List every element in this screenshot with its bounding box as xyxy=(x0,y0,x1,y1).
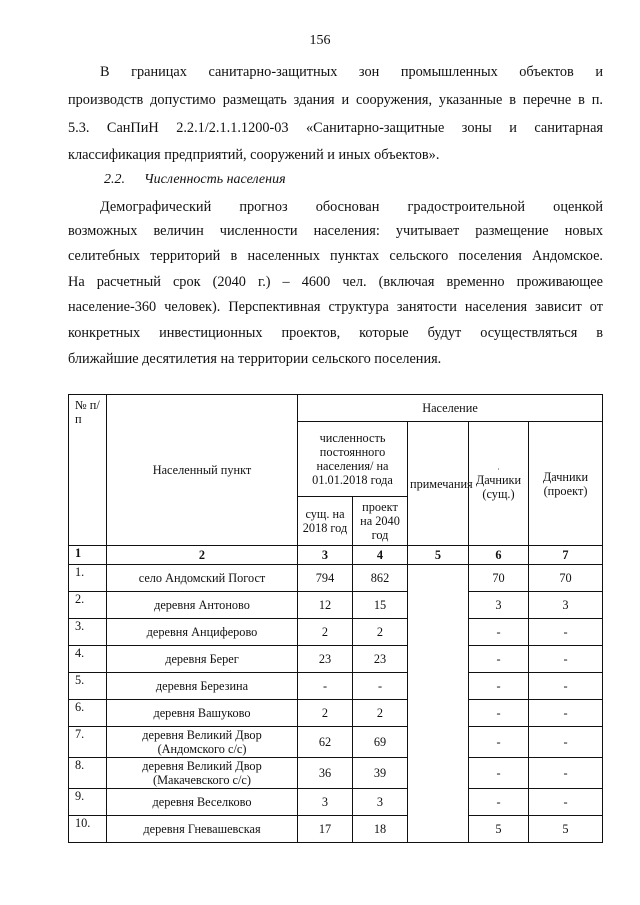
project-population: 18 xyxy=(353,816,408,843)
row-number: 4. xyxy=(69,646,107,673)
column-number: 4 xyxy=(353,546,408,565)
header-summer-existing: · Дачники (сущ.) xyxy=(469,422,529,546)
text-line: классификация предприятий, сооружений и иных объектов». xyxy=(68,147,440,163)
column-number: 3 xyxy=(298,546,353,565)
existing-population: 17 xyxy=(298,816,353,843)
column-number: 7 xyxy=(529,546,603,565)
table-row xyxy=(69,789,603,816)
table-row xyxy=(69,673,603,700)
text-line: население-360 человек). Перспективная структура занятости населения зависит от xyxy=(68,299,603,315)
settlement-name: деревня Великий Двор (Андомского с/с) xyxy=(107,727,298,758)
table-row xyxy=(69,592,603,619)
existing-population: 2 xyxy=(298,619,353,646)
section-heading xyxy=(104,171,639,189)
text-line: возможных величин численности населения: учитывает размещение новых xyxy=(68,223,603,239)
table-row xyxy=(69,619,603,646)
existing-population: 2 xyxy=(298,700,353,727)
table-row xyxy=(69,565,603,592)
existing-population: 36 xyxy=(298,758,353,789)
project-population: 2 xyxy=(353,619,408,646)
row-number: 9. xyxy=(69,789,107,816)
column-number: 6 xyxy=(469,546,529,565)
summer-existing: 70 xyxy=(469,565,529,592)
row-number: 1. xyxy=(69,565,107,592)
table-row xyxy=(69,727,603,758)
header-summer-project: Дачники (проект) xyxy=(529,422,603,546)
existing-population: 3 xyxy=(298,789,353,816)
row-number: 7. xyxy=(69,727,107,758)
column-number: 2 xyxy=(107,546,298,565)
text-line: производств допустимо размещать здания и сооружения, указанные в перечне в п. xyxy=(68,92,603,108)
existing-population: 12 xyxy=(298,592,353,619)
existing-population: - xyxy=(298,673,353,700)
project-population: 39 xyxy=(353,758,408,789)
summer-project: 70 xyxy=(529,565,603,592)
row-number: 10. xyxy=(69,816,107,843)
summer-project: - xyxy=(529,758,603,789)
summer-existing: - xyxy=(469,619,529,646)
note-cell xyxy=(408,565,469,843)
settlement-name: деревня Гневашевская xyxy=(107,816,298,843)
summer-existing: 3 xyxy=(469,592,529,619)
project-population: 69 xyxy=(353,727,408,758)
section-title: Численность населения xyxy=(144,172,286,187)
header-number: № п/п xyxy=(69,395,107,546)
text-line: Демографический прогноз обоснован градостроительной оценкой xyxy=(100,199,603,215)
settlement-name: село Андомский Погост xyxy=(107,565,298,592)
project-population: 23 xyxy=(353,646,408,673)
text-line: В границах санитарно-защитных зон промышленных объектов и xyxy=(100,64,603,80)
settlement-name: деревня Антоново xyxy=(107,592,298,619)
header-note: примечания xyxy=(408,422,469,546)
settlement-name: деревня Берег xyxy=(107,646,298,673)
summer-existing: - xyxy=(469,758,529,789)
header-project-2040: проект на 2040 год xyxy=(353,497,408,546)
settlement-name: деревня Анциферово xyxy=(107,619,298,646)
row-number: 6. xyxy=(69,700,107,727)
row-number: 3. xyxy=(69,619,107,646)
table-row xyxy=(69,700,603,727)
table-row xyxy=(69,816,603,843)
project-population: 3 xyxy=(353,789,408,816)
column-number: 1 xyxy=(69,546,107,565)
summer-project: - xyxy=(529,673,603,700)
summer-project: - xyxy=(529,646,603,673)
existing-population: 62 xyxy=(298,727,353,758)
settlement-name: деревня Великий Двор (Макачевского с/с) xyxy=(107,758,298,789)
row-number: 2. xyxy=(69,592,107,619)
summer-project: 5 xyxy=(529,816,603,843)
summer-existing: - xyxy=(469,789,529,816)
population-table xyxy=(68,394,603,843)
text-line: 5.3. СанПиН 2.2.1/2.1.1.1200-03 «Санитарно-защитные зоны и санитарная xyxy=(68,120,603,136)
existing-population: 23 xyxy=(298,646,353,673)
summer-project: - xyxy=(529,789,603,816)
project-population: - xyxy=(353,673,408,700)
summer-existing: - xyxy=(469,727,529,758)
summer-existing: - xyxy=(469,673,529,700)
settlement-name: деревня Березина xyxy=(107,673,298,700)
summer-project: 3 xyxy=(529,592,603,619)
row-number: 8. xyxy=(69,758,107,789)
summer-project: - xyxy=(529,619,603,646)
header-permanent-population: численность постоянного населения/ на 01.01.2018 года xyxy=(298,422,408,497)
page-number: 156 xyxy=(309,33,331,48)
text-line: На расчетный срок (2040 г.) – 4600 чел. (включая временно проживающее xyxy=(68,274,603,290)
text-line: ближайшие десятилетия на территории сельского поселения. xyxy=(68,351,442,367)
summer-existing: 5 xyxy=(469,816,529,843)
summer-existing: - xyxy=(469,646,529,673)
header-existing-2018: сущ. на 2018 год xyxy=(298,497,353,546)
row-number: 5. xyxy=(69,673,107,700)
summer-project: - xyxy=(529,727,603,758)
table-row xyxy=(69,646,603,673)
header-settlement: Населенный пункт xyxy=(107,395,298,546)
table-row xyxy=(69,758,603,789)
project-population: 862 xyxy=(353,565,408,592)
existing-population: 794 xyxy=(298,565,353,592)
project-population: 15 xyxy=(353,592,408,619)
summer-project: - xyxy=(529,700,603,727)
summer-existing: - xyxy=(469,700,529,727)
text-line: селитебных территорий в населенных пунктах сельского поселения Андомское. xyxy=(68,248,603,264)
project-population: 2 xyxy=(353,700,408,727)
column-number: 5 xyxy=(408,546,469,565)
settlement-name: деревня Веселково xyxy=(107,789,298,816)
text-line: конкретных инвестиционных проектов, которые будут осуществляться в xyxy=(68,325,603,341)
settlement-name: деревня Вашуково xyxy=(107,700,298,727)
header-population: Население xyxy=(298,395,603,422)
section-number: 2.2. xyxy=(104,172,125,187)
